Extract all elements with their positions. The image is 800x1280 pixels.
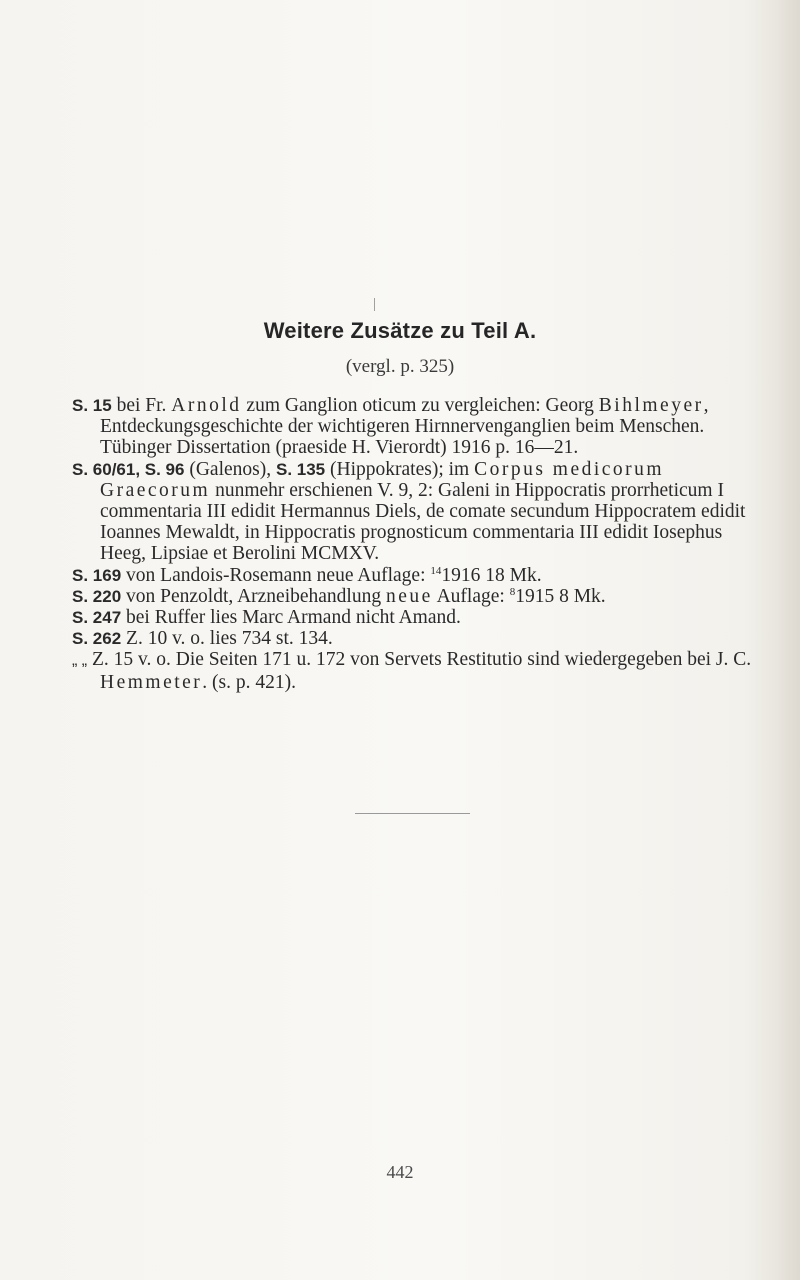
page-reference: S. 247: [72, 608, 122, 628]
page-reference: S. 135: [275, 459, 326, 479]
page-title: Weitere Zusätze zu Teil A.: [263, 318, 537, 343]
spaced-name: Bihlmeyer: [598, 395, 704, 416]
entry-text: Z. 15 v. o. Die Seiten 171 u. 172 von Servets Restitutio sind wiedergegeben bei J. C.: [87, 649, 752, 671]
addendum-entry: [72, 607, 762, 628]
addendum-entry: [72, 565, 762, 586]
entry-text: , Entdeckungsgeschichte der wichtigeren Hirnnervenganglien beim Menschen. Tübinger Dissertation (praeside H. Vierordt) 1916 p. 16—21.: [100, 395, 709, 459]
page-reference: S. 169: [72, 565, 122, 585]
ditto-marks: „ „: [72, 652, 88, 670]
page-reference: S. 262: [72, 629, 122, 649]
page-reference: S. 60/61, S. 96: [72, 459, 185, 479]
spaced-name: Corpus medicorum Graecorum: [100, 458, 665, 501]
addendum-entry: [72, 459, 762, 565]
page-number: 442: [386, 1162, 414, 1182]
entry-text: Z. 10 v. o. lies 734 st. 134.: [121, 628, 333, 650]
edition-superscript: 14: [430, 564, 442, 577]
entry-text: 1916 18 Mk.: [441, 564, 542, 586]
addendum-entry: [72, 628, 762, 649]
entry-text: 1915 8 Mk.: [515, 585, 606, 607]
spaced-name: neue: [385, 585, 433, 607]
entry-text: bei Ruffer lies Marc Armand nicht Amand.: [121, 607, 461, 629]
entry-text: (Hippokrates); im: [325, 458, 475, 480]
spaced-name: Hemmeter: [100, 671, 203, 693]
entry-text: Auflage:: [432, 585, 510, 607]
addendum-entry: [72, 649, 762, 692]
entry-text: von Landois-Rosemann neue Auflage:: [121, 564, 431, 586]
page-subtitle: (vergl. p. 325): [345, 356, 455, 377]
print-speck: [374, 298, 375, 311]
entry-text: zum Ganglion oticum zu vergleichen: Georg: [241, 395, 599, 416]
entry-text: . (s. p. 421).: [202, 671, 296, 693]
spaced-name: Arnold: [171, 395, 242, 416]
page-reference: S. 15: [72, 396, 112, 415]
section-divider: [355, 813, 470, 814]
edition-superscript: 8: [509, 585, 516, 598]
page-reference: S. 220: [72, 586, 122, 606]
entry-text: von Penzoldt, Arzneibehandlung: [121, 585, 386, 607]
entry-text: nunmehr erschienen V. 9, 2: Galeni in Hippocratis prorrheticum I commentaria III edidit Hermannus Diels, de comate secundum Hippocratem edidit Ioannes Mewaldt, in Hippocratis prognosticum commentaria III edidit Iosephus Heeg, Lipsiae et Berolini MCMXV.: [100, 479, 746, 565]
addendum-entry: [72, 395, 762, 459]
entry-text: bei Fr.: [116, 395, 172, 416]
addenda-list: [72, 395, 762, 693]
addendum-entry: [72, 586, 762, 607]
entry-text: (Galenos),: [184, 458, 276, 480]
